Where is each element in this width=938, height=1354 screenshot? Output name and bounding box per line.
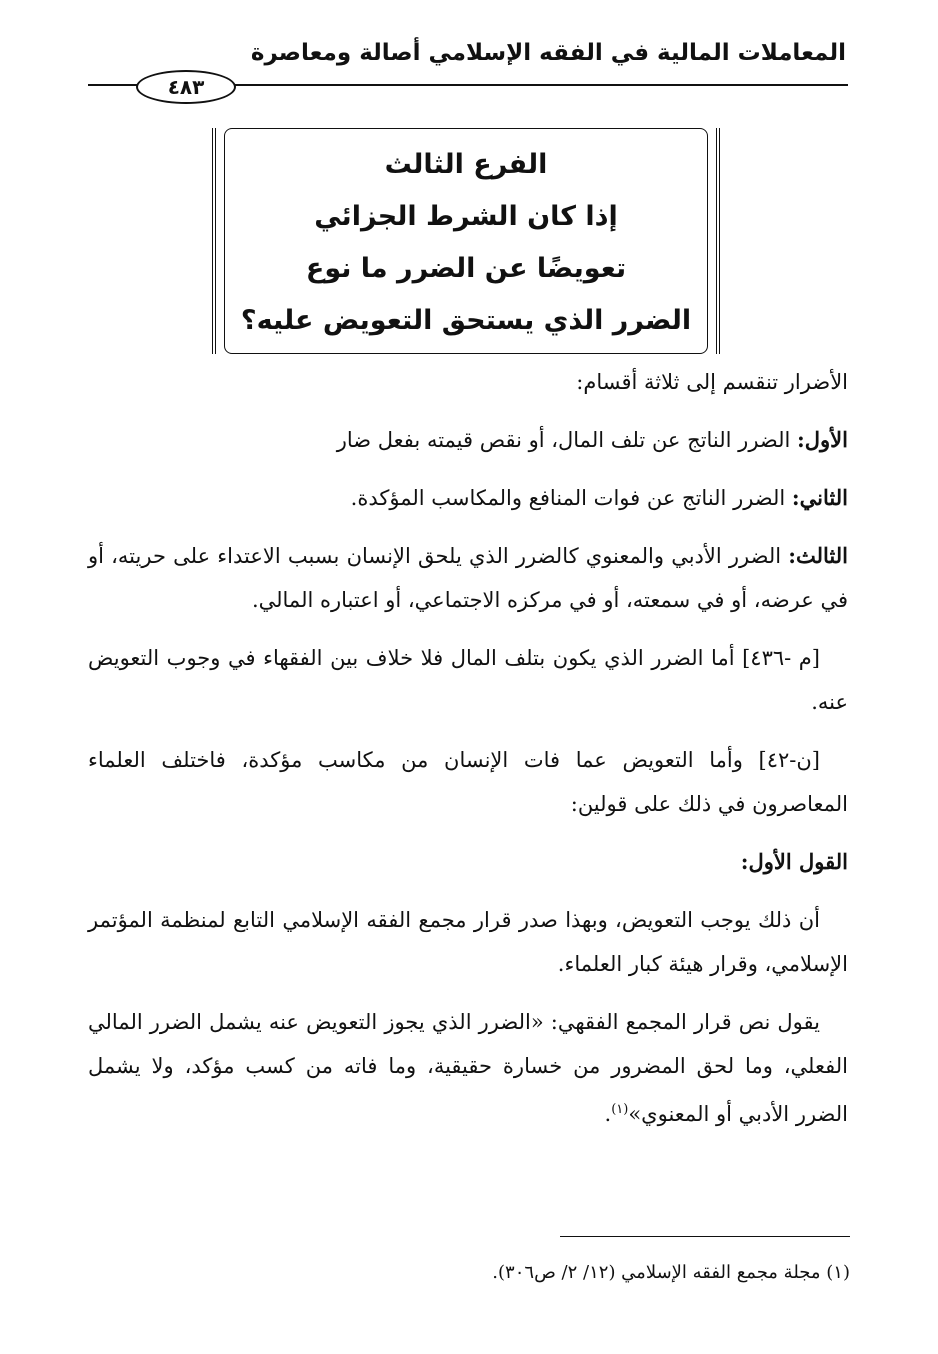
section-title-line-2: إذا كان الشرط الجزائي	[314, 201, 618, 232]
first-opinion-heading: القول الأول:	[740, 849, 848, 874]
section-title-line-1: الفرع الثالث	[384, 149, 548, 180]
paragraph-n42: [ن-٤٢] وأما التعويض عما فات الإنسان من مكاسب مؤكدة، فاختلف العلماء المعاصرون في ذلك على قولين:	[88, 748, 848, 816]
footnote-ref: (١)	[611, 1102, 629, 1117]
section-title-line-4: الضرر الذي يستحق التعويض عليه؟	[240, 305, 692, 336]
council-quote-text: يقول نص قرار المجمع الفقهي: «الضرر الذي يجوز التعويض عنه يشمل الضرر المالي الفعلي، وما لحق المضرور من خسارة حقيقية، وما فاته من كسب مؤكد، ولا يشمل الضرر الأدبي أو المعنوي»	[88, 1010, 848, 1126]
category-third-text: الضرر الأدبي والمعنوي كالضرر الذي يلحق الإنسان بسبب الاعتداء على حريته، أو في عرضه، أو في سمعته، أو في مركزه الاجتماعي، أو اعتباره المالي.	[88, 544, 848, 612]
paragraph-m436: [م -٤٣٦] أما الضرر الذي يكون بتلف المال فلا خلاف بين الفقهاء في وجوب التعويض عنه.	[88, 646, 848, 714]
category-first	[88, 418, 848, 462]
first-opinion-text: أن ذلك يوجب التعويض، وبهذا صدر قرار مجمع الفقه الإسلامي التابع لمنظمة المؤتمر الإسلامي، وقرار هيئة كبار العلماء.	[88, 908, 848, 976]
category-first-label: الأول:	[797, 427, 848, 452]
category-second-label: الثاني:	[791, 485, 848, 510]
category-second	[88, 476, 848, 520]
footnote-1: (١) مجلة مجمع الفقه الإسلامي (١٢/ ٢/ ص٣٠٦).	[492, 1262, 850, 1283]
council-quote-end: .	[604, 1102, 612, 1126]
category-third	[88, 534, 848, 622]
footnote-rule	[560, 1236, 850, 1237]
intro-paragraph: الأضرار تنقسم إلى ثلاثة أقسام:	[576, 370, 848, 394]
section-title-line-3: تعويضًا عن الضرر ما نوع	[305, 253, 627, 284]
page-number: ٤٨٣	[136, 70, 236, 104]
category-third-label: الثالث:	[788, 543, 848, 568]
council-quote	[88, 1000, 848, 1136]
category-first-text: الضرر الناتج عن تلف المال، أو نقص قيمته بفعل ضار	[336, 428, 798, 452]
section-title-box	[212, 128, 720, 354]
running-header: المعاملات المالية في الفقه الإسلامي أصالة ومعاصرة	[250, 40, 846, 66]
section-title	[224, 128, 708, 354]
body-text	[88, 360, 848, 1136]
category-second-text: الضرر الناتج عن فوات المنافع والمكاسب المؤكدة.	[350, 486, 792, 510]
